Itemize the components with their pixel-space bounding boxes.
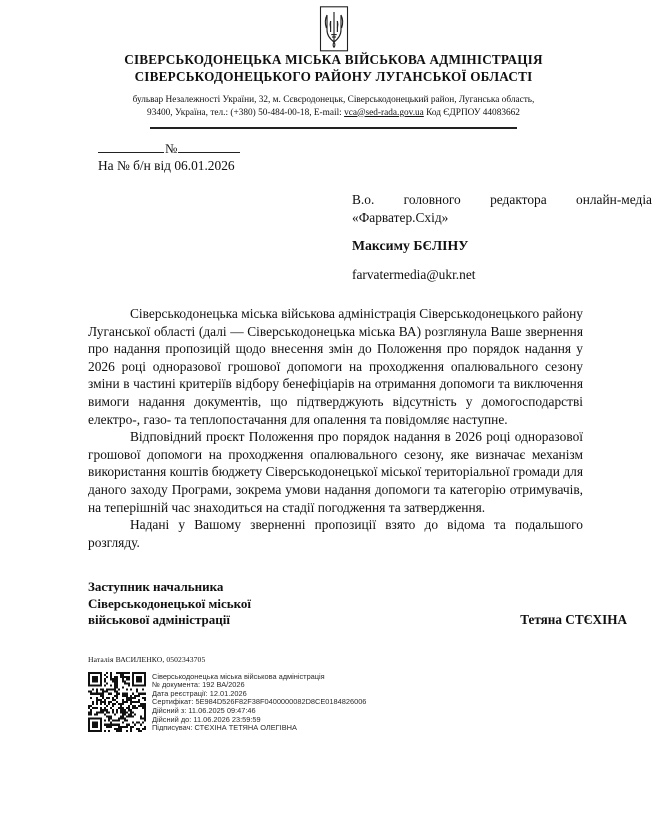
stamp-organization: Сіверськодонецька міська військова адміністрація bbox=[152, 671, 325, 681]
document-executor: Наталія ВАСИЛЕНКО, 0502343705 bbox=[88, 654, 206, 664]
qr-code[interactable] bbox=[88, 672, 146, 732]
contact-email-link[interactable]: vca@sed-rada.gov.ua bbox=[344, 107, 424, 118]
outgoing-reference bbox=[98, 141, 240, 157]
number-symbol: № bbox=[165, 141, 178, 156]
org-name-line-2: СІВЕРСЬКОДОНЕЦЬКОГО РАЙОНУ ЛУГАНСЬКОЇ ОБЛАСТІ bbox=[134, 69, 533, 84]
outgoing-number-blank bbox=[98, 141, 164, 153]
digital-signature-details bbox=[152, 672, 366, 732]
signer-title-line-2: Сіверськодонецької міської bbox=[88, 595, 252, 611]
signer-title-line-3: військової адміністрації bbox=[88, 612, 230, 628]
addressee-name: Максиму БЄЛІНУ bbox=[352, 238, 469, 253]
addressee-organization: «Фарватер.Схід» bbox=[352, 209, 449, 225]
addressee-role: В.о. головного редактора онлайн-медіа bbox=[352, 192, 652, 207]
reference-block bbox=[0, 141, 667, 174]
body-paragraph-3: Надані у Вашому зверненні пропозиції взято до відома та подальшого розгляду. bbox=[88, 517, 583, 550]
stamp-registration-date: Дата реєстрації: 12.01.2026 bbox=[152, 688, 247, 698]
stamp-valid-from: Дійсний з: 11.06.2025 09:47:46 bbox=[152, 705, 256, 715]
stamp-certificate: Сертифікат: 5E984D526F82F38F0400000082D8CE0184826006 bbox=[152, 697, 367, 707]
stamp-valid-to: Дійсний до: 11.06.2026 23:59:59 bbox=[152, 714, 261, 724]
outgoing-date-blank bbox=[178, 141, 240, 153]
stamp-document-number: № документа: 192 ВА/2026 bbox=[152, 680, 245, 690]
letter-body bbox=[0, 305, 667, 551]
contact-edrpou: Код ЄДРПОУ 44083662 bbox=[423, 107, 520, 118]
body-paragraph-2: Відповідний проєкт Положення про порядок надання в 2026 році одноразової грошової допомоги на проходження опалювального сезону, яке визначає механізм використання коштів бюджету Сіверськодонецької міської територіальної громади для даного заходу Програми, зокрема умови надання допомоги та категорію отримувачів, на теперішній час знаходиться на стадії погодження та затвердження. bbox=[88, 429, 583, 515]
contact-details bbox=[52, 94, 615, 119]
letterhead-divider bbox=[150, 127, 517, 129]
signer-title-line-1: Заступник начальника bbox=[88, 579, 224, 595]
stamp-signed-by: Підписувач: СТЄХІНА ТЕТЯНА ОЛЕГІВНА bbox=[152, 724, 297, 732]
letterhead bbox=[0, 52, 667, 129]
digital-signature-stamp bbox=[88, 672, 488, 732]
coat-of-arms-emblem bbox=[0, 0, 667, 52]
org-name-line-1: СІВЕРСЬКОДОНЕЦЬКА МІСЬКА ВІЙСЬКОВА АДМІНІСТРАЦІЯ bbox=[124, 52, 543, 67]
signer-name: Тетяна СТЄХІНА bbox=[520, 612, 627, 628]
addressee-block bbox=[352, 191, 652, 283]
contact-address: бульвар Незалежності України, 32, м. Сєвєродонецьк, Сіверськодонецький район, Луганська область, bbox=[132, 95, 535, 105]
contact-phone-prefix: 93400, Україна, тел.: (+380) 50-484-00-18, E-mail: bbox=[147, 107, 345, 118]
body-paragraph-1: Сіверськодонецька міська військова адміністрація Сіверськодонецького району Луганської області (далі — Сіверськодонецька міська ВА) розглянула Ваше звернення про надання пропозицій щодо внесення змін до Положення про порядок надання у 2026 році одноразової грошової допомоги на проходження опалювального сезону зміни в частині критеріїв відбору бенефіціарів на отримання допомоги та виключення вимоги надання документів, що підтверджують відсутність у домогосподарстві електро-, газо- та теплопостачання для опалення та повідомляє наступне. bbox=[88, 306, 583, 427]
signer-title bbox=[88, 579, 251, 628]
signature-block bbox=[0, 579, 667, 628]
addressee-email: farvatermedia@ukr.net bbox=[352, 266, 476, 282]
incoming-reference: На № б/н від 06.01.2026 bbox=[98, 158, 235, 173]
